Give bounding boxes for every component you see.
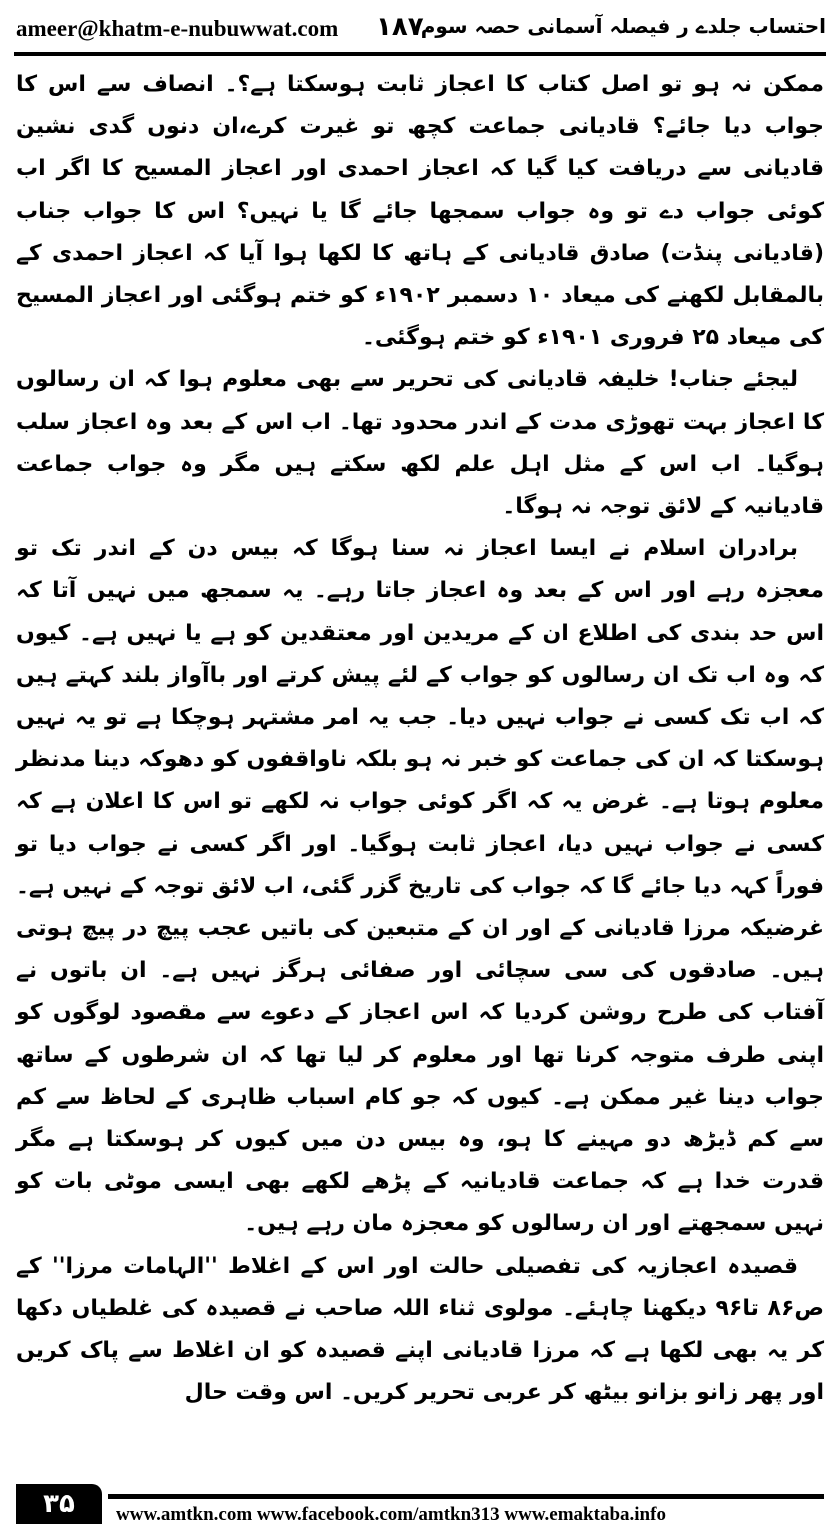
header-divider (14, 52, 826, 56)
page-number: ۱۸۷ (376, 12, 424, 42)
paragraph: ممکن نہ ہو تو اصل کتاب کا اعجاز ثابت ہوسکتا ہے؟۔ انصاف سے اس کا جواب دیا جائے؟ قادیانی جماعت کچھ تو غیرت کرے،ان دنوں گدی نشین قادیانی سے دریافت کیا گیا کہ اعجاز احمدی اور اعجاز المسیح کا اگر اب کوئی جواب دے تو وہ جواب سمجھا جائے گا یا نہیں؟ اس کا جواب جناب (قادیانی پنڈت) صادق قادیانی کے ہاتھ کا لکھا ہوا آیا کہ اعجاز احمدی کے بالمقابل لکھنے کی میعاد ۱۰ دسمبر ۱۹۰۲ء کو ختم ہوگئی اور اعجاز المسیح کی میعاد ۲۵ فروری ۱۹۰۱ء کو ختم ہوگئی۔ (16, 72, 824, 351)
paragraph: برادران اسلام نے ایسا اعجاز نہ سنا ہوگا کہ بیس دن کے اندر تک تو معجزہ رہے اور اس کے بعد وہ اعجاز جاتا رہے۔ یہ سمجھ میں نہیں آتا کہ اس حد بندی کی اطلاع ان کے مریدین اور معتقدین کو ہے یا نہیں ہے۔ کیوں کہ وہ اب تک ان رسالوں کو جواب کے لئے پیش کرتے اور باآواز بلند کہتے ہیں کہ اب تک کسی نے جواب نہیں دیا۔ جب یہ امر مشتہر ہوچکا ہے تو یہ نہیں ہوسکتا کہ ان کی جماعت کو خبر نہ ہو بلکہ ناواقفوں کو دھوکہ دینا مدنظر معلوم ہوتا ہے۔ غرض یہ کہ اگر کوئی جواب نہ لکھے تو اس کا اعلان ہے کہ کسی نے جواب نہیں دیا، اعجاز ثابت ہوگیا۔ اور اگر کسی نے جواب دیا تو فوراً کہہ دیا جائے گا کہ جواب کی تاریخ گزر گئی، اب لائق توجہ کے نہیں ہے۔ غرضیکہ مرزا قادیانی کے اور ان کے متبعین کی باتیں عجب پیچ در پیچ ہوتی ہیں۔ صادقوں کی سی سچائی اور صفائی ہرگز نہیں ہے۔ ان باتوں نے آفتاب کی طرح روشن کردیا کہ اس اعجاز کے دعوے سے مقصود لوگوں کو اپنی طرف متوجہ کرنا تھا اور معلوم کر لیا تھا کہ ان شرطوں کے ساتھ جواب دینا غیر ممکن ہے۔ کیوں کہ جو کام اسباب ظاہری کے لحاظ سے کم سے کم ڈیڑھ دو مہینے کا ہو، وہ بیس دن میں کیوں کر ہوسکتا ہے مگر قدرت خدا ہے کہ جماعت قادیانیہ کے پڑھے لکھے بھی ایسی موٹی بات کو نہیں سمجھتے اور ان رسالوں کو معجزہ مان رہے ہیں۔ (16, 536, 824, 1237)
paragraph: قصیدہ اعجازیہ کی تفصیلی حالت اور اس کے اغلاط ''الہامات مرزا'' کے ص۸۶ تا۹۶ دیکھنا چاہئے۔ مولوی ثناء اللہ صاحب نے قصیدہ کی غلطیاں دکھا کر یہ بھی لکھا ہے کہ مرزا قادیانی اپنے قصیدہ کو ان اغلاط سے پاک کریں اور پھر زانو بزانو بیٹھ کر عربی تحریر کریں۔ اس وقت حال (16, 1253, 824, 1406)
footer-divider (108, 1494, 824, 1499)
footer-links: www.amtkn.com www.facebook.com/amtkn313 www.emaktaba.info (116, 1504, 666, 1525)
header-email: ameer@khatm-e-nubuwwat.com (16, 16, 339, 41)
page-body (16, 64, 824, 1415)
page-footer (16, 1482, 824, 1530)
page-header (14, 12, 826, 48)
folio-badge: ۳۵ (16, 1484, 102, 1524)
book-title: احتساب جلدے ر فیصلہ آسمانی حصہ سوم (420, 14, 826, 38)
paragraph: لیجئے جناب! خلیفہ قادیانی کی تحریر سے بھی معلوم ہوا کہ ان رسالوں کا اعجاز بہت تھوڑی مدت کے اندر محدود تھا۔ اب اس کے بعد وہ اعجاز سلب ہوگیا۔ اب اس کے مثل اہل علم لکھ سکتے ہیں مگر وہ جواب جماعت قادیانیہ کے لائق توجہ نہ ہوگا۔ (16, 367, 824, 520)
